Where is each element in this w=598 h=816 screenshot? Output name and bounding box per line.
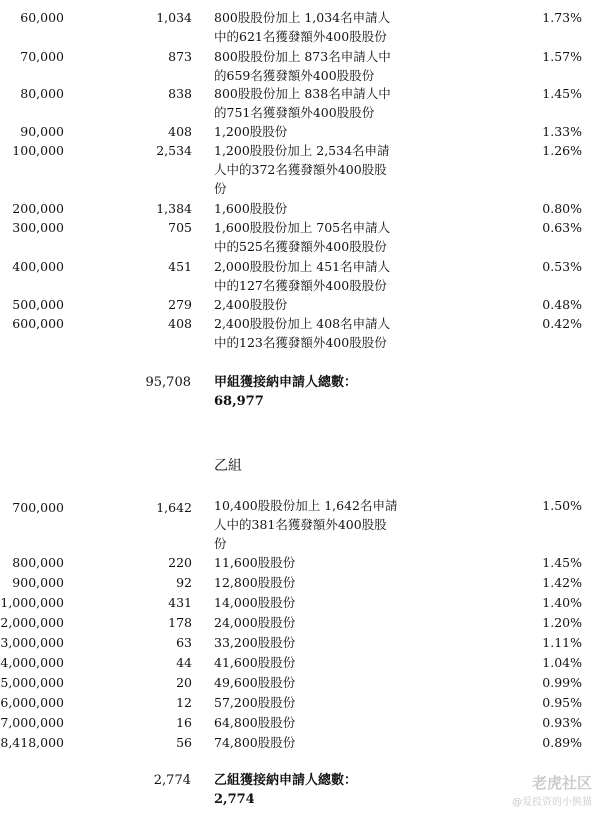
shares-applied-cell: 300,000 [12, 220, 64, 235]
allotment-percentage-cell: 1.45% [542, 555, 582, 570]
allotment-percentage-cell: 0.99% [542, 675, 582, 690]
allotment-percentage-cell: 0.42% [542, 316, 582, 331]
valid-applications-cell: 220 [168, 555, 192, 570]
valid-applications-cell: 16 [176, 715, 192, 730]
valid-applications-cell: 408 [168, 124, 192, 139]
allotment-basis-cell: 2,000股股份加上 451名申請人 中的127名獲發額外400股股份 [214, 259, 391, 293]
allotment-percentage-cell: 0.53% [542, 259, 582, 274]
shares-applied-cell: 600,000 [12, 316, 64, 331]
watermark-logo-text: 老虎社区 [531, 774, 592, 792]
shares-applied-cell: 8,418,000 [0, 735, 64, 750]
shares-applied-cell: 400,000 [12, 259, 64, 274]
allotment-basis-cell: 1,600股股份加上 705名申請人 中的525名獲發額外400股股份 [214, 220, 391, 254]
valid-applications-cell: 873 [168, 49, 192, 64]
group-b-total-applicants: 2,774 [153, 773, 191, 788]
allotment-percentage-cell: 0.48% [542, 297, 582, 312]
allotment-percentage-cell: 1.57% [542, 49, 582, 64]
valid-applications-cell: 451 [168, 259, 192, 274]
shares-applied-cell: 70,000 [20, 49, 64, 64]
watermark [512, 772, 592, 808]
allotment-percentage-cell: 0.89% [542, 735, 582, 750]
allotment-percentage-cell: 1.33% [542, 124, 582, 139]
valid-applications-cell: 705 [168, 220, 192, 235]
shares-applied-cell: 80,000 [20, 86, 64, 101]
allotment-basis-cell: 41,600股股份 [214, 655, 296, 670]
shares-applied-cell: 1,000,000 [0, 595, 64, 610]
allotment-basis-cell: 1,200股股份 [214, 124, 288, 139]
shares-applied-cell: 90,000 [20, 124, 64, 139]
allotment-basis-cell: 14,000股股份 [214, 595, 296, 610]
shares-applied-cell: 2,000,000 [0, 615, 64, 630]
allotment-percentage-cell: 1.45% [542, 86, 582, 101]
allotment-basis-cell: 1,600股股份 [214, 201, 288, 216]
valid-applications-cell: 92 [176, 575, 192, 590]
allotment-basis-cell: 33,200股股份 [214, 635, 296, 650]
allotment-basis-cell: 49,600股股份 [214, 675, 296, 690]
valid-applications-cell: 20 [176, 675, 192, 690]
allotment-percentage-cell: 0.80% [542, 201, 582, 216]
valid-applications-cell: 1,384 [156, 201, 192, 216]
shares-applied-cell: 60,000 [20, 10, 64, 25]
allotment-basis-cell: 12,800股股份 [214, 575, 296, 590]
allotment-percentage-cell: 1.73% [542, 10, 582, 25]
shares-applied-cell: 5,000,000 [0, 675, 64, 690]
allotment-basis-cell: 74,800股股份 [214, 735, 296, 750]
allotment-percentage-cell: 1.04% [542, 655, 582, 670]
group-a-total-applicants: 95,708 [145, 375, 191, 390]
valid-applications-cell: 63 [176, 635, 192, 650]
shares-applied-cell: 6,000,000 [0, 695, 64, 710]
shares-applied-cell: 500,000 [12, 297, 64, 312]
valid-applications-cell: 431 [168, 595, 192, 610]
shares-applied-cell: 700,000 [12, 500, 64, 515]
allotment-percentage-cell: 0.63% [542, 220, 582, 235]
allotment-basis-cell: 10,400股股份加上 1,642名申請 人中的381名獲發額外400股股 份 [214, 498, 398, 551]
allotment-basis-cell: 800股股份加上 1,034名申請人 中的621名獲發額外400股股份 [214, 10, 391, 44]
allotment-percentage-cell: 1.26% [542, 143, 582, 158]
allotment-percentage-cell: 0.95% [542, 695, 582, 710]
valid-applications-cell: 56 [176, 735, 192, 750]
allotment-percentage-cell: 1.11% [542, 635, 582, 650]
valid-applications-cell: 44 [176, 655, 192, 670]
valid-applications-cell: 1,642 [156, 500, 192, 515]
allotment-basis-cell: 24,000股股份 [214, 615, 296, 630]
valid-applications-cell: 2,534 [156, 143, 192, 158]
valid-applications-cell: 408 [168, 316, 192, 331]
allotment-percentage-cell: 0.93% [542, 715, 582, 730]
valid-applications-cell: 838 [168, 86, 192, 101]
allotment-basis-cell: 2,400股股份 [214, 297, 288, 312]
allotment-percentage-cell: 1.50% [542, 498, 582, 513]
shares-applied-cell: 4,000,000 [0, 655, 64, 670]
allotment-basis-cell: 2,400股股份加上 408名申請人 中的123名獲發額外400股股份 [214, 316, 391, 350]
shares-applied-cell: 900,000 [12, 575, 64, 590]
allotment-percentage-cell: 1.20% [542, 615, 582, 630]
group-a-accepted-total: 甲組獲接納申請人總數： 68,977 [214, 375, 358, 409]
allotment-basis-cell: 1,200股股份加上 2,534名申請 人中的372名獲發額外400股股 份 [214, 143, 390, 196]
allotment-percentage-cell: 1.40% [542, 595, 582, 610]
allotment-basis-cell: 800股股份加上 838名申請人中 的751名獲發額外400股股份 [214, 86, 391, 120]
watermark-author: @爱投资的小熊猫 [512, 797, 592, 808]
group-b-accepted-total: 乙組獲接納申請人總數： 2,774 [214, 773, 358, 807]
allotment-basis-cell: 11,600股股份 [214, 555, 296, 570]
allotment-percentage-cell: 1.42% [542, 575, 582, 590]
allotment-basis-cell: 800股股份加上 873名申請人中 的659名獲發額外400股股份 [214, 49, 391, 83]
valid-applications-cell: 178 [168, 615, 192, 630]
shares-applied-cell: 100,000 [12, 143, 64, 158]
allotment-basis-cell: 57,200股股份 [214, 695, 296, 710]
shares-applied-cell: 7,000,000 [0, 715, 64, 730]
valid-applications-cell: 279 [168, 297, 192, 312]
shares-applied-cell: 200,000 [12, 201, 64, 216]
valid-applications-cell: 1,034 [156, 10, 192, 25]
shares-applied-cell: 800,000 [12, 555, 64, 570]
allotment-basis-cell: 64,800股股份 [214, 715, 296, 730]
valid-applications-cell: 12 [176, 695, 192, 710]
group-b-heading: 乙組 [214, 458, 242, 474]
shares-applied-cell: 3,000,000 [0, 635, 64, 650]
